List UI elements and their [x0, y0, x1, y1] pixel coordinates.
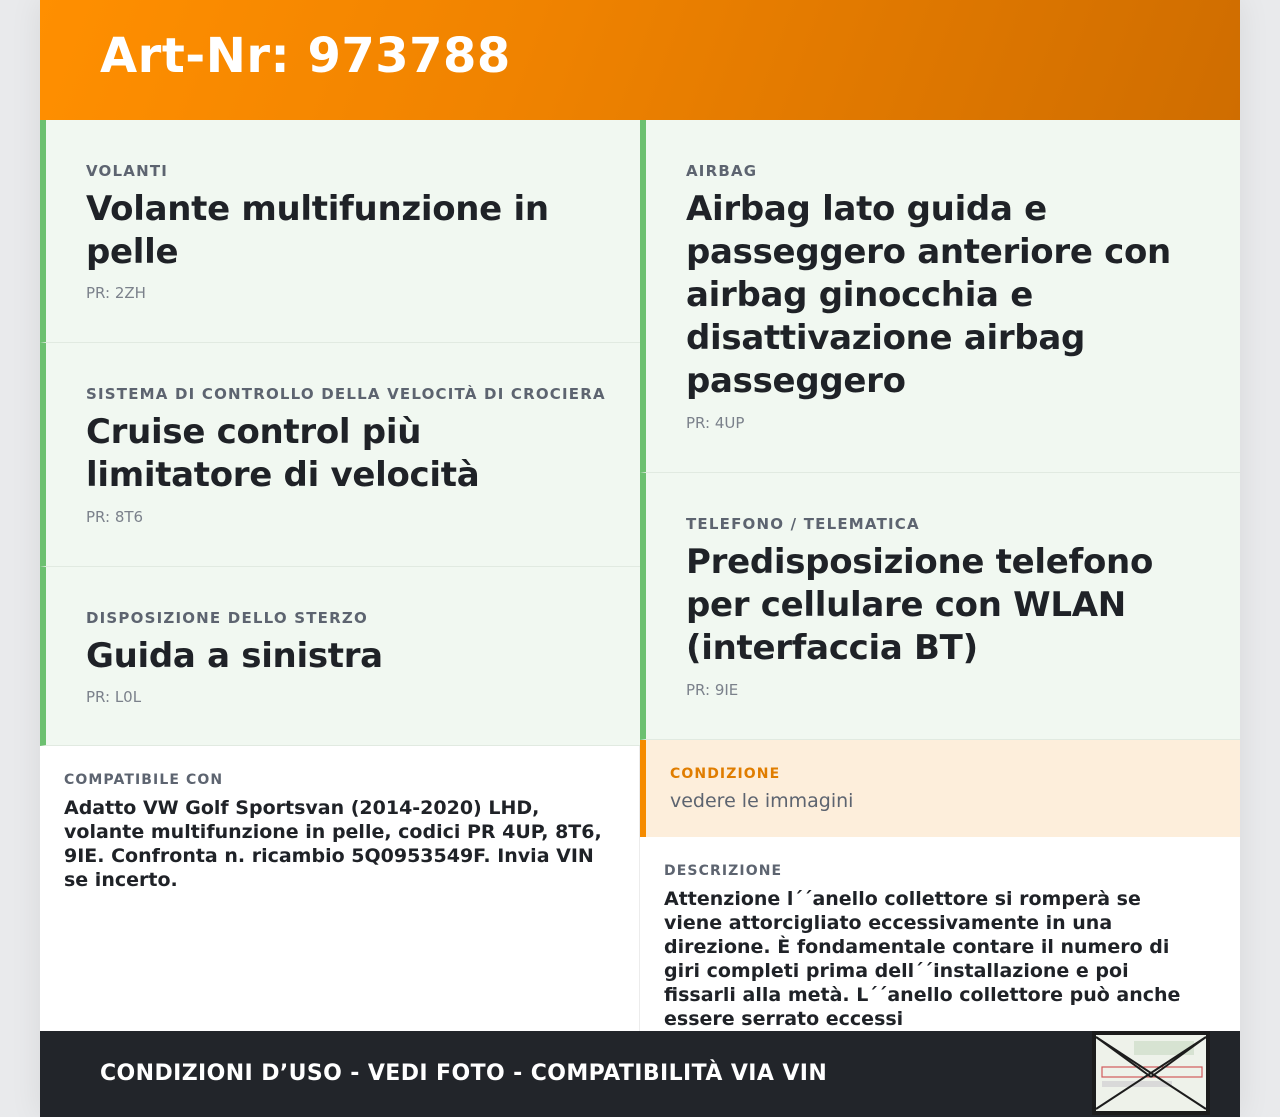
header-banner	[40, 0, 1240, 120]
product-page	[40, 0, 1240, 1117]
condition-label: CONDIZIONE	[670, 766, 781, 782]
description-label: DESCRIZIONE	[664, 863, 783, 879]
footer-text: CONDIZIONI D’USO - VEDI FOTO - COMPATIBILITÀ VIA VIN	[100, 1061, 828, 1086]
feature-title: Airbag lato guida e passeggero anteriore con airbag ginocchia e disattivazione airbag passeggero	[686, 189, 1171, 401]
feature-pr-code: PR: L0L	[86, 688, 142, 706]
compatibility-label: COMPATIBILE CON	[64, 772, 224, 788]
condition-section	[640, 740, 1240, 837]
feature-card-airbag	[640, 120, 1240, 473]
compatibility-section	[40, 746, 640, 1031]
feature-card-steering-wheel	[40, 120, 640, 343]
feature-title: Guida a sinistra	[86, 636, 383, 676]
feature-category: AIRBAG	[686, 162, 758, 180]
feature-card-telephone	[640, 473, 1240, 740]
feature-category: SISTEMA DI CONTROLLO DELLA VELOCITÀ DI CROCIERA	[86, 385, 606, 403]
feature-card-cruise-control	[40, 343, 640, 567]
condition-text: vedere le immagini	[670, 790, 854, 812]
article-number-title: Art-Nr: 973788	[100, 28, 511, 84]
feature-pr-code: PR: 8T6	[86, 508, 144, 526]
feature-card-steering-layout	[40, 567, 640, 746]
feature-category: VOLANTI	[86, 162, 169, 180]
envelope-thumbnail-icon[interactable]	[1092, 1031, 1210, 1115]
feature-pr-code: PR: 9IE	[686, 681, 739, 699]
feature-pr-code: PR: 2ZH	[86, 284, 146, 302]
feature-title: Cruise control più limitatore di velocità	[86, 412, 480, 495]
description-section	[640, 837, 1240, 1031]
feature-pr-code: PR: 4UP	[686, 414, 745, 432]
compatibility-text: Adatto VW Golf Sportsvan (2014-2020) LHD, volante multifunzione in pelle, codici PR 4UP, 8T6, 9IE. Confronta n. ricambio 5Q0953549F. Invia VIN se incerto.	[64, 797, 602, 891]
description-text: Attenzione l´´anello collettore si romperà se viene attorcigliato eccessivamente in una direzione. È fondamentale contare il numero di giri completi prima dell´´installazione e poi fissarli alla metà. L´´anello collettore può anche essere serrato eccessi	[664, 888, 1181, 1030]
feature-title: Predisposizione telefono per cellulare con WLAN (interfaccia BT)	[686, 542, 1154, 668]
footer-bar	[40, 1031, 1240, 1117]
feature-title: Volante multifunzione in pelle	[86, 189, 549, 272]
feature-category: DISPOSIZIONE DELLO STERZO	[86, 609, 368, 627]
feature-category: TELEFONO / TELEMATICA	[686, 515, 920, 533]
